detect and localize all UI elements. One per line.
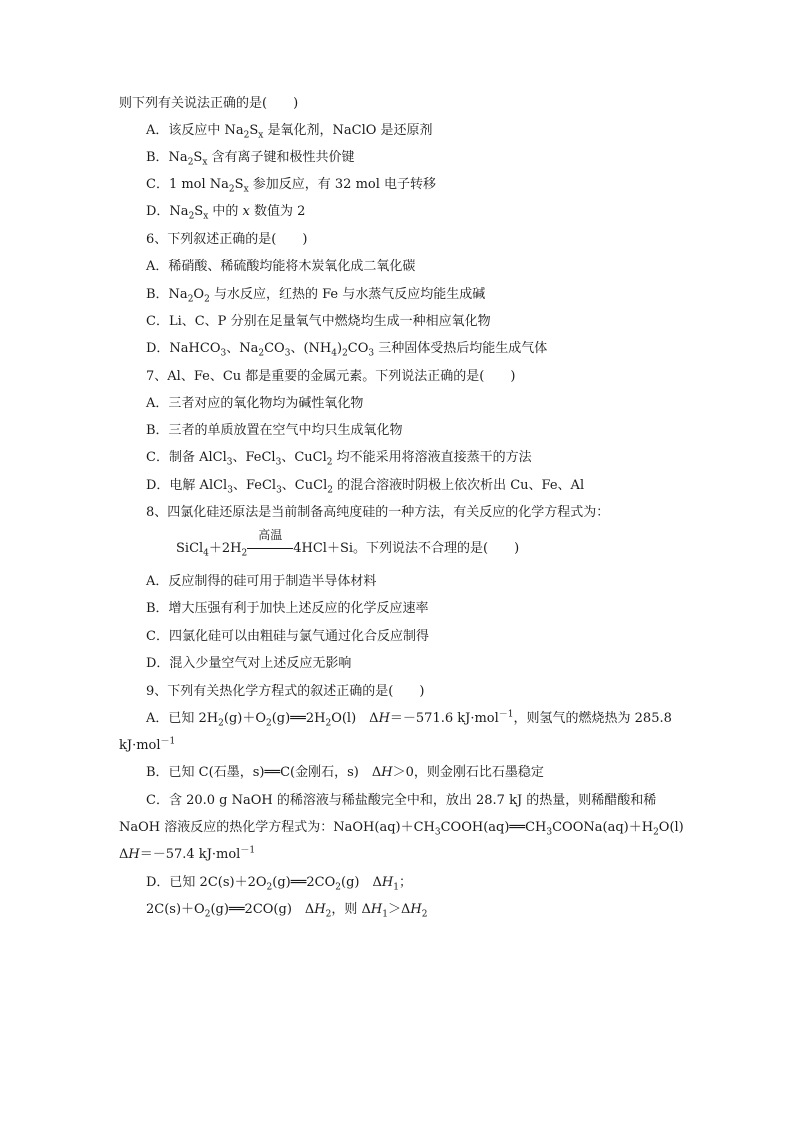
q7-stem: 7、Al、Fe、Cu 都是重要的金属元素。下列说法正确的是( )	[146, 369, 516, 384]
q8-equation	[176, 528, 520, 559]
q7-option-d: D．电解 AlCl$_3$、FeCl$_3$、CuCl$_2$ 的混合溶液时阴极上依次析出 Cu、Fe、Al	[146, 478, 585, 496]
q7-option-c: C．制备 AlCl$_3$、FeCl$_3$、CuCl$_2$ 均不能采用将溶液直接蒸干的方法	[146, 450, 532, 468]
q5-option-a: A．该反应中 $Na_2S_x$ 是氧化剂，NaClO 是还原剂	[146, 123, 433, 141]
q8-option-d: D．混入少量空气对上述反应无影响	[146, 656, 352, 671]
q8-option-b: B．增大压强有利于加快上述反应的化学反应速率	[146, 601, 429, 616]
q7-option-a: A．三者对应的氧化物均为碱性氧化物	[146, 396, 364, 411]
q9-option-b: B．已知 C(石墨，s)══C(金刚石，s) ΔH＞0，则金刚石比石墨稳定	[146, 765, 544, 780]
q8-equation-right: 4HCl＋Si。下列说法不合理的是( )	[293, 541, 520, 556]
q9-option-a-line1: A．已知 $2H_2(g)+O_2(g)══2H_2O(l)$ ΔH＝－571.6 kJ·mol$^{-1}$，则氢气的燃烧热为 285.8	[146, 709, 672, 729]
q5-option-d: D．$Na_2S_x$ 中的 x 数值为 2	[146, 204, 306, 222]
q5-option-b: B．$Na_2S_x$ 含有离子键和极性共价键	[146, 150, 355, 168]
q9-option-c-line1: C．含 20.0 g NaOH 的稀溶液与稀盐酸完全中和，放出 28.7 kJ 的热量，则稀醋酸和稀	[146, 793, 657, 808]
q8-equation-left: $SiCl_4+2H_2$	[176, 541, 248, 559]
q8-stem: 8、四氯化硅还原法是当前制备高纯度硅的一种方法，有关反应的化学方程式为：	[146, 505, 610, 520]
q9-option-c-line3: ΔH＝－57.4 kJ·mol$^{-1}$	[119, 845, 256, 862]
question-intro: 则下列有关说法正确的是( )	[119, 96, 299, 111]
reaction-arrow	[247, 528, 293, 558]
q9-option-d-line1: D．已知 $2C(s)+2O_2(g)══2CO_2(g)$ $\Delta H_1$；	[146, 875, 412, 893]
q7-option-b: B．三者的单质放置在空气中均只生成氧化物	[146, 423, 403, 438]
q9-stem: 9、下列有关热化学方程式的叙述正确的是( )	[146, 684, 425, 699]
q9-option-c-line2: NaOH 溶液反应的热化学方程式为：$NaOH(aq)+CH_3COOH(aq)══CH_3COONa(aq)+H_2O(l)$	[119, 820, 684, 838]
q9-option-d-line2: $2C(s)+O_2(g)══2CO(g)$ $\Delta H_2$，则 $\Delta H_1>\Delta H_2$	[146, 902, 428, 920]
q5-option-c: C．1 mol $Na_2S_x$ 参加反应，有 32 mol 电子转移	[146, 177, 437, 195]
q6-option-b: B．$Na_2O_2$ 与水反应，红热的 Fe 与水蒸气反应均能生成碱	[146, 287, 486, 305]
q8-option-c: C．四氯化硅可以由粗硅与氯气通过化合反应制得	[146, 629, 429, 644]
q9-option-a-line2: kJ·mol$^{-1}$	[119, 736, 176, 753]
q6-option-c: C．Li、C、P 分别在足量氧气中燃烧均生成一种相应氧化物	[146, 314, 491, 329]
q6-option-a: A．稀硝酸、稀硫酸均能将木炭氧化成二氧化碳	[146, 259, 416, 274]
reaction-condition: 高温	[258, 528, 283, 542]
q6-stem: 6、下列叙述正确的是( )	[146, 232, 308, 247]
q8-option-a: A．反应制得的硅可用于制造半导体材料	[146, 574, 377, 589]
q6-option-d: D．NaHCO$_3$、$Na_2CO_3$、$(NH_4)_2CO_3$ 三种固体受热后均能生成气体	[146, 341, 548, 359]
